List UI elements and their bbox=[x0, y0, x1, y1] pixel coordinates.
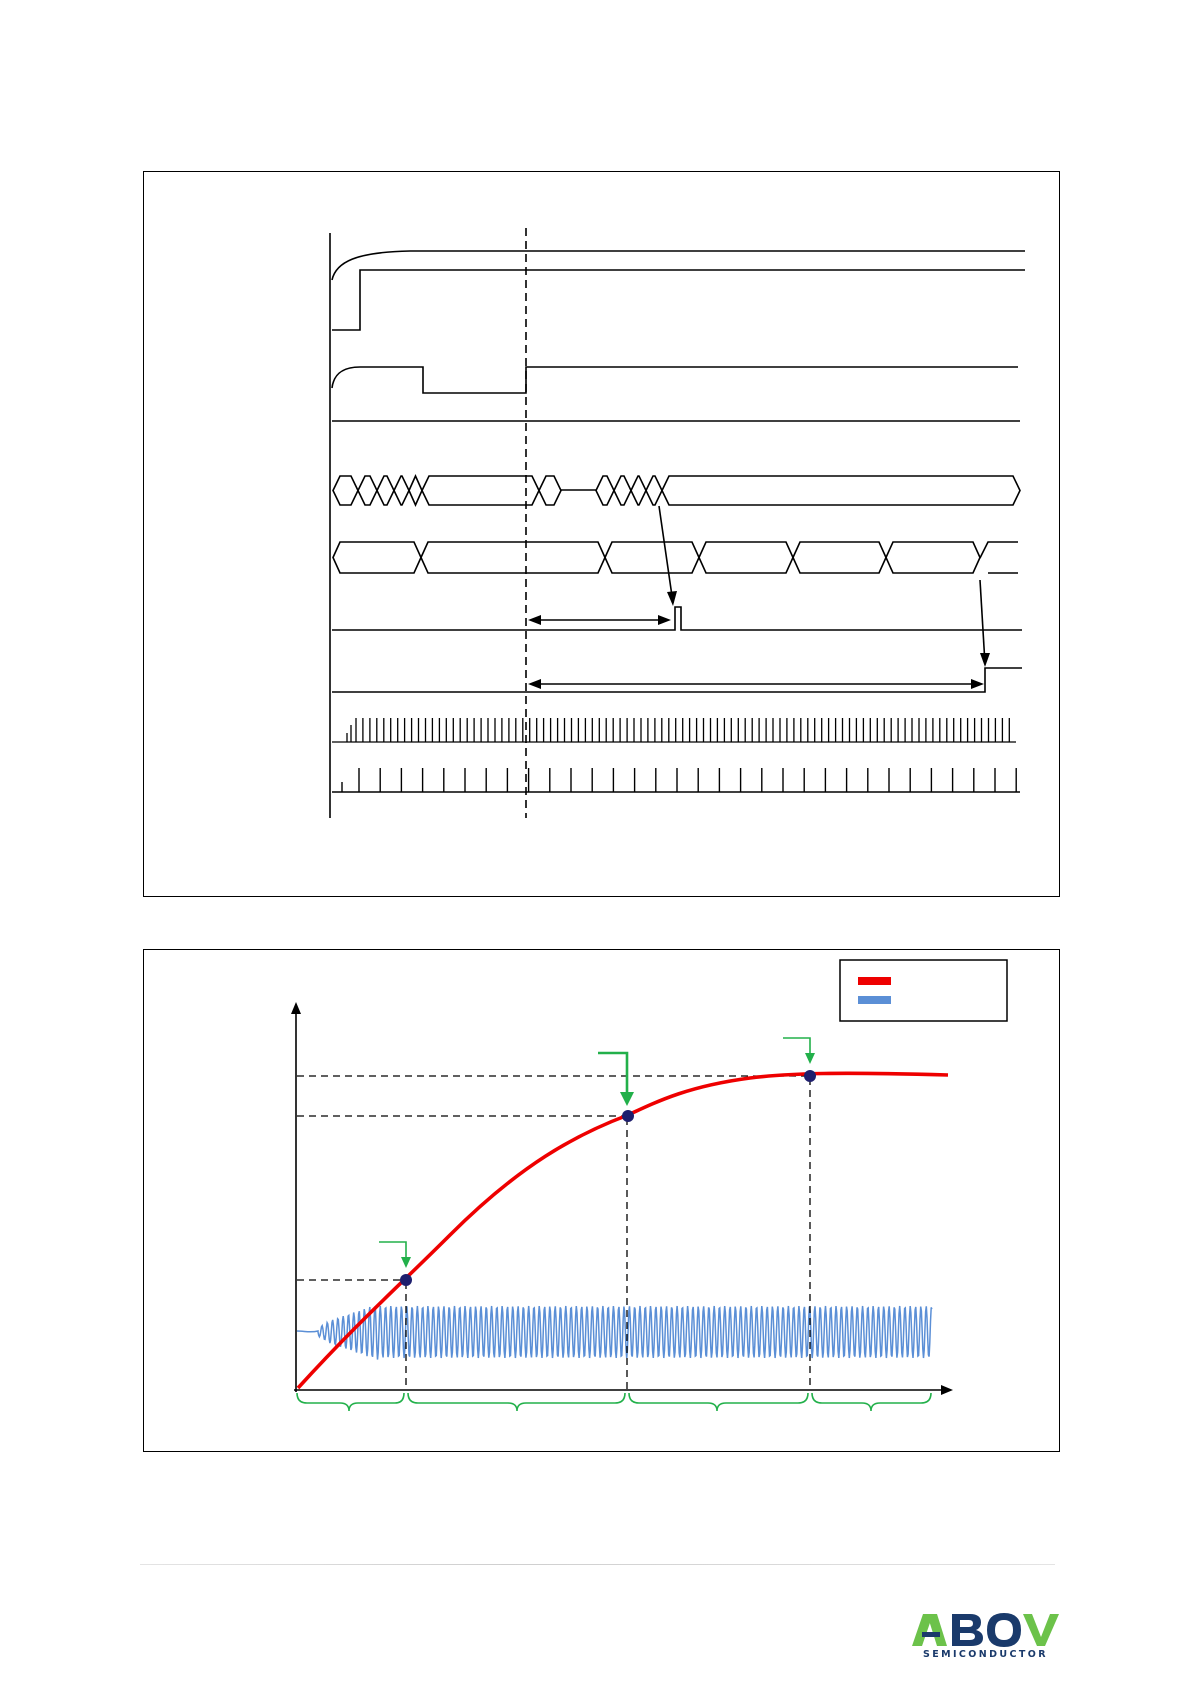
legend bbox=[840, 960, 1007, 1021]
threshold-marker-1 bbox=[400, 1274, 412, 1286]
causal-arrowhead-1 bbox=[667, 591, 677, 606]
legend-swatch-oscillator bbox=[858, 996, 891, 1004]
timing-diagram bbox=[330, 228, 1025, 818]
duration-arrow-short-left bbox=[528, 615, 541, 625]
instruction-bus-cell bbox=[333, 476, 358, 505]
signal-pulse-a bbox=[332, 607, 1022, 630]
data-bus-cell bbox=[421, 542, 605, 573]
instruction-bus-cell bbox=[358, 476, 377, 505]
instruction-bus-cell bbox=[614, 476, 631, 505]
x-axis-arrowhead bbox=[941, 1385, 953, 1395]
green-arrowhead-1 bbox=[401, 1257, 411, 1268]
y-axis-arrowhead bbox=[291, 1002, 301, 1014]
causal-arrow-2 bbox=[980, 580, 985, 664]
instruction-bus-cell bbox=[409, 476, 422, 505]
data-bus-cell bbox=[980, 542, 1018, 573]
threshold-marker-3 bbox=[804, 1070, 816, 1082]
instruction-bus-cell bbox=[377, 476, 394, 505]
phase-brace-2 bbox=[408, 1393, 625, 1411]
signal-vdd-ramp bbox=[332, 251, 1025, 280]
instruction-bus-cell bbox=[646, 476, 662, 505]
data-bus-cell bbox=[605, 542, 699, 573]
phase-brace-4 bbox=[812, 1393, 931, 1411]
signal-internal-reset bbox=[332, 367, 1018, 393]
slow-clock bbox=[332, 768, 1020, 792]
instruction-bus-cell bbox=[539, 476, 561, 505]
data-bus-cell bbox=[333, 542, 421, 573]
duration-arrow-short-right bbox=[658, 615, 671, 625]
signal-reset bbox=[332, 270, 1025, 330]
data-bus-cell bbox=[699, 542, 793, 573]
instruction-bus-cell bbox=[394, 476, 409, 505]
green-arrowhead-3 bbox=[805, 1053, 815, 1064]
duration-arrow-long-left bbox=[528, 679, 541, 689]
instruction-bus-cell bbox=[662, 476, 1020, 505]
threshold-marker-2 bbox=[622, 1110, 634, 1122]
footer-divider bbox=[140, 1564, 1055, 1565]
phase-brace-1 bbox=[297, 1393, 404, 1411]
power-ramp-diagram bbox=[291, 960, 1007, 1411]
legend-swatch-supply bbox=[858, 977, 891, 985]
green-arrowhead-2 bbox=[620, 1092, 634, 1106]
fast-clock bbox=[332, 718, 1016, 742]
instruction-bus-cell bbox=[631, 476, 646, 505]
phase-braces bbox=[297, 1393, 931, 1411]
causal-arrow-1 bbox=[659, 506, 673, 603]
data-bus bbox=[333, 542, 1018, 573]
abov-logo-subtext: SEMICONDUCTOR bbox=[923, 1649, 1048, 1660]
duration-arrow-long-right bbox=[971, 679, 984, 689]
causal-arrowhead-2 bbox=[980, 653, 990, 667]
abov-logo-mark bbox=[910, 1610, 1060, 1650]
abov-logo bbox=[910, 1610, 1060, 1670]
oscillator-waveform bbox=[297, 1306, 932, 1360]
legend-box bbox=[840, 960, 1007, 1021]
data-bus-cell bbox=[793, 542, 886, 573]
signal-pulse-b bbox=[332, 668, 1022, 692]
marker-arrows bbox=[379, 1038, 815, 1268]
phase-brace-3 bbox=[629, 1393, 808, 1411]
green-arrow-2 bbox=[598, 1053, 627, 1097]
instruction-bus-cell bbox=[422, 476, 539, 505]
instruction-bus bbox=[333, 476, 1020, 505]
data-bus-cell bbox=[886, 542, 980, 573]
instruction-bus-cell bbox=[596, 476, 614, 505]
